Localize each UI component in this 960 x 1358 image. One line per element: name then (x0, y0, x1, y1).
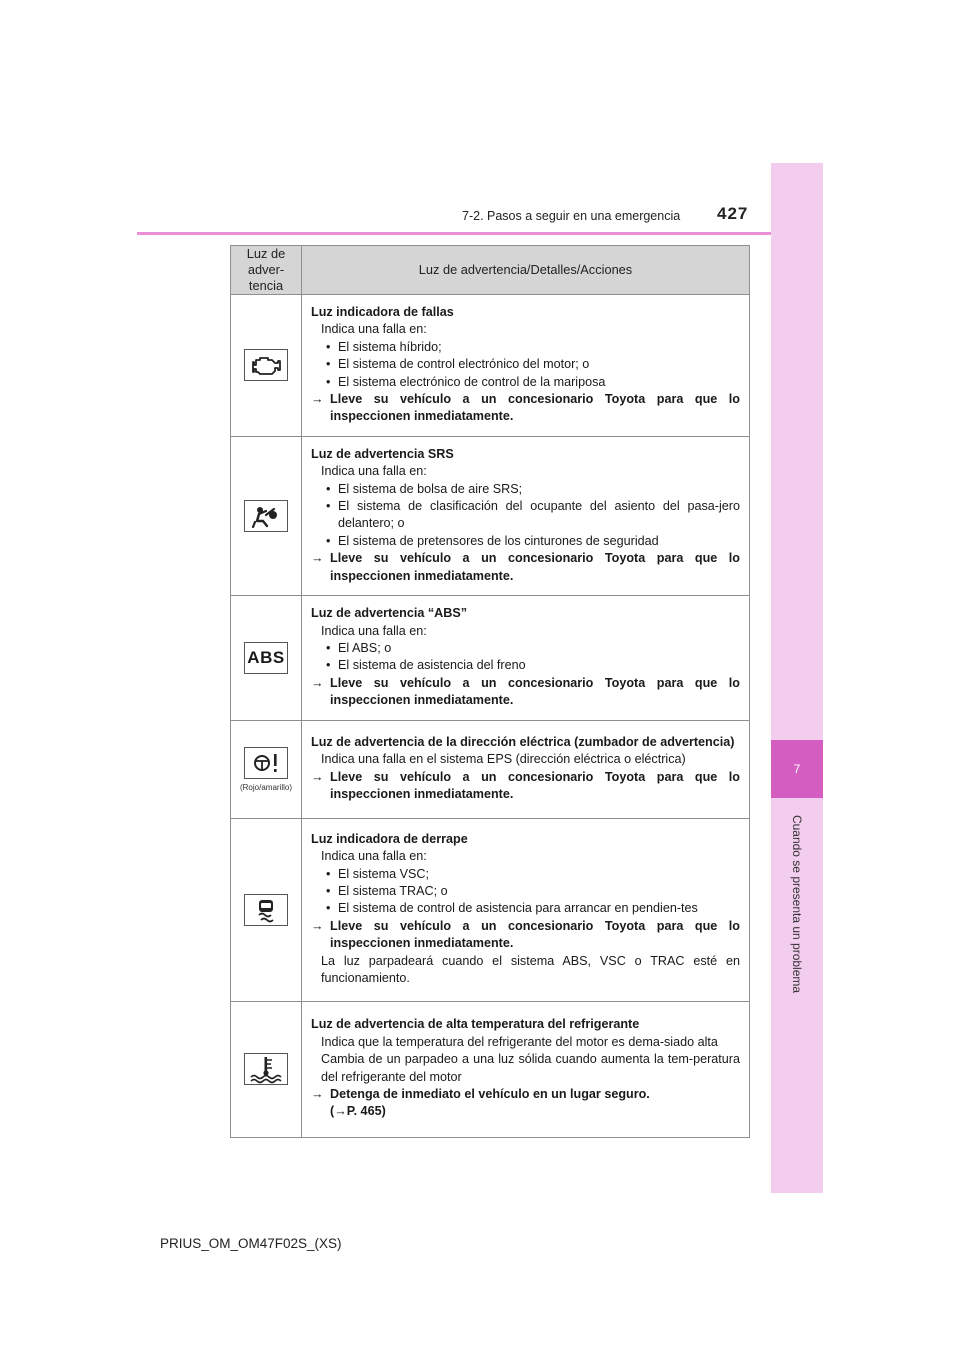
list-item: • El ABS; o (311, 640, 740, 657)
details-cell (302, 1001, 750, 1137)
row-action-text: Lleve su vehículo a un concesionario Toyota para que lo inspeccionen inmediatamente. (330, 551, 740, 583)
column-header-light-line2: tencia (248, 278, 284, 293)
column-header-light-line1: Luz de adver- (246, 246, 286, 277)
table-row (231, 818, 750, 1001)
table-row (231, 295, 750, 437)
page-reference-link[interactable]: (→P. 465) (330, 1104, 386, 1119)
row-title: Luz de advertencia de alta temperatura del refrigerante (311, 1017, 640, 1032)
row-intro: Indica que la temperatura del refrigerante del motor es dema-siado alta (321, 1034, 718, 1049)
icon-caption: (Rojo/amarillo) (239, 782, 292, 792)
icon-cell (231, 295, 302, 437)
abs-icon-text: ABS (247, 648, 285, 668)
side-tab-title: Cuando se presenta un problema (790, 814, 804, 994)
list-item: • El sistema VSC; (311, 866, 740, 883)
row-action: → Lleve su vehículo a un concesionario Toyota para que lo inspeccionen inmediatamente. (311, 392, 740, 424)
list-item: • El sistema de pretensores de los cinturones de seguridad (311, 533, 740, 550)
details-cell (302, 596, 750, 720)
page-number: 427 (717, 204, 749, 223)
row-note: La luz parpadeará cuando el sistema ABS, VSC o TRAC esté en funcionamiento. (321, 953, 740, 985)
column-header-details: Luz de advertencia/Detalles/Acciones (302, 246, 750, 295)
coolant-temperature-icon (244, 1053, 288, 1085)
row-action: → Detenga de inmediato el vehículo en un lugar seguro. (311, 1086, 650, 1101)
row-action-text: Lleve su vehículo a un concesionario Toyota para que lo inspeccionen inmediatamente. (330, 392, 740, 424)
steering-warning-icon (244, 747, 288, 779)
row-intro: Indica una falla en: (321, 849, 427, 864)
row-title: Luz de advertencia de la dirección eléctrica (zumbador de advertencia) (311, 734, 735, 749)
row-action-text: Lleve su vehículo a un concesionario Toyota para que lo inspeccionen inmediatamente. (330, 769, 740, 801)
row-action-text: Lleve su vehículo a un concesionario Toyota para que lo inspeccionen inmediatamente. (330, 918, 740, 951)
row-title: Luz de advertencia “ABS” (311, 606, 468, 621)
icon-cell (231, 818, 302, 1001)
row-action: → Lleve su vehículo a un concesionario Toyota para que lo inspeccionen inmediatamente. (311, 551, 740, 583)
table-row (231, 720, 750, 818)
check-engine-icon (244, 349, 288, 381)
table-row (231, 596, 750, 720)
column-header-light (231, 246, 302, 295)
row-action-text: Lleve su vehículo a un concesionario Toyota para que lo inspeccionen inmediatamente. (330, 675, 740, 708)
srs-airbag-icon (244, 500, 288, 532)
icon-cell (231, 596, 302, 720)
icon-cell (231, 1001, 302, 1137)
row-intro-secondary: Cambia de un parpadeo a una luz sólida cuando aumenta la tem-peratura del refrigerante del motor (321, 1052, 740, 1084)
details-cell (302, 436, 750, 595)
row-title: Luz indicadora de fallas (311, 305, 454, 319)
table-row (231, 1001, 750, 1137)
list-item: • El sistema de clasificación del ocupante del asiento del pasa-jero delantero; o (311, 498, 740, 533)
row-intro: Indica una falla en: (321, 464, 427, 479)
details-cell (302, 818, 750, 1001)
skid-indicator-icon (244, 894, 288, 926)
row-intro: Indica una falla en: (321, 322, 427, 337)
row-action: → Lleve su vehículo a un concesionario Toyota para que lo inspeccionen inmediatamente. (311, 918, 740, 951)
icon-cell (231, 436, 302, 595)
row-intro: Indica una falla en: (321, 623, 427, 638)
warning-lights-table (230, 245, 750, 1138)
header-rule (137, 232, 823, 235)
row-action: → Lleve su vehículo a un concesionario Toyota para que lo inspeccionen inmediatamente. (311, 769, 740, 801)
table-row (231, 436, 750, 595)
table-header-row (231, 246, 750, 295)
row-title: Luz indicadora de derrape (311, 831, 468, 846)
side-tab-chapter: 7 (771, 740, 823, 798)
list-item: • El sistema TRAC; o (311, 883, 740, 900)
footer-document-code: PRIUS_OM_OM47F02S_(XS) (160, 1236, 342, 1251)
page-header-section: 7-2. Pasos a seguir en una emergencia (462, 209, 681, 223)
list-item: • El sistema electrónico de control de la mariposa (311, 374, 740, 391)
icon-cell (231, 720, 302, 818)
row-title: Luz de advertencia SRS (311, 446, 454, 461)
details-cell (302, 295, 750, 437)
abs-icon (244, 642, 288, 674)
details-cell (302, 720, 750, 818)
list-item: • El sistema híbrido; (311, 339, 740, 356)
list-item: • El sistema de bolsa de aire SRS; (311, 481, 740, 498)
row-action: → Lleve su vehículo a un concesionario Toyota para que lo inspeccionen inmediatamente. (311, 675, 740, 708)
list-item: • El sistema de control electrónico del motor; o (311, 356, 740, 373)
row-intro: Indica una falla en el sistema EPS (dirección eléctrica o eléctrica) (321, 752, 686, 767)
list-item: • El sistema de asistencia del freno (311, 657, 740, 674)
row-action-text: Detenga de inmediato el vehículo en un lugar seguro. (330, 1086, 650, 1101)
list-item: • El sistema de control de asistencia para arrancar en pendien-tes (311, 900, 740, 917)
